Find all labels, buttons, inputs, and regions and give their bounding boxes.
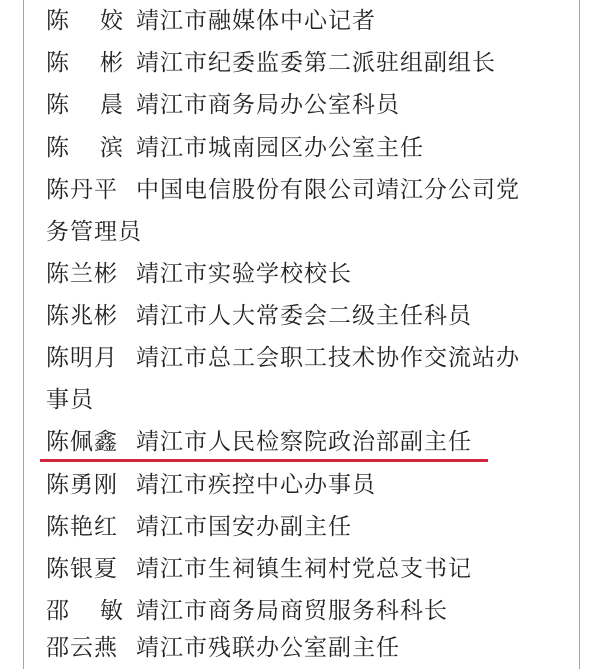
list-item [46, 0, 566, 42]
list-item [46, 84, 566, 126]
page-border-left [23, 0, 24, 669]
person-title: 靖江市生祠镇生祠村党总支书记 [136, 556, 472, 582]
person-title: 靖江市融媒体中心记者 [136, 8, 376, 34]
list-item [46, 337, 566, 421]
person-title-continued: 务管理员 [46, 219, 142, 245]
list-item [46, 42, 566, 84]
list-item [46, 127, 566, 169]
person-title: 靖江市国安办副主任 [136, 514, 352, 540]
person-name: 陈兰彬 [46, 261, 118, 287]
person-title: 靖江市总工会职工技术协作交流站办 [136, 345, 520, 371]
list-item [46, 169, 566, 253]
person-title: 靖江市实验学校校长 [136, 261, 352, 287]
person-name: 陈明月 [46, 345, 118, 371]
person-title: 靖江市疾控中心办事员 [136, 472, 376, 498]
person-name: 陈艳红 [46, 514, 118, 540]
list-item [46, 464, 566, 506]
person-title: 靖江市商务局办公室科员 [136, 92, 400, 118]
list-item [46, 590, 566, 632]
person-title: 靖江市商务局商贸服务科科长 [136, 598, 448, 624]
list-item [46, 548, 566, 590]
list-item [46, 627, 566, 669]
person-name: 陈银夏 [46, 556, 118, 582]
list-item [46, 295, 566, 337]
person-name: 陈 姣 [46, 8, 123, 34]
person-title: 靖江市纪委监委第二派驻组副组长 [136, 50, 496, 76]
person-name: 陈 滨 [46, 135, 123, 161]
person-name: 陈兆彬 [46, 303, 118, 329]
highlight-underline [40, 459, 488, 462]
list-item-highlighted [46, 421, 566, 463]
person-title: 靖江市人民检察院政治部副主任 [136, 429, 472, 455]
person-name: 陈 晨 [46, 92, 123, 118]
person-name: 陈佩鑫 [46, 429, 118, 455]
page-border-right [579, 0, 580, 669]
person-title: 靖江市城南园区办公室主任 [136, 135, 424, 161]
list-item [46, 506, 566, 548]
person-title-continued: 事员 [46, 387, 94, 413]
list-item [46, 253, 566, 295]
person-name: 陈勇刚 [46, 472, 118, 498]
person-title: 中国电信股份有限公司靖江分公司党 [136, 177, 520, 203]
person-name: 陈 彬 [46, 50, 123, 76]
person-name: 邵云燕 [46, 635, 118, 661]
person-title: 靖江市残联办公室副主任 [136, 635, 400, 661]
person-name: 邵 敏 [46, 598, 123, 624]
person-name: 陈丹平 [46, 177, 118, 203]
person-title: 靖江市人大常委会二级主任科员 [136, 303, 472, 329]
